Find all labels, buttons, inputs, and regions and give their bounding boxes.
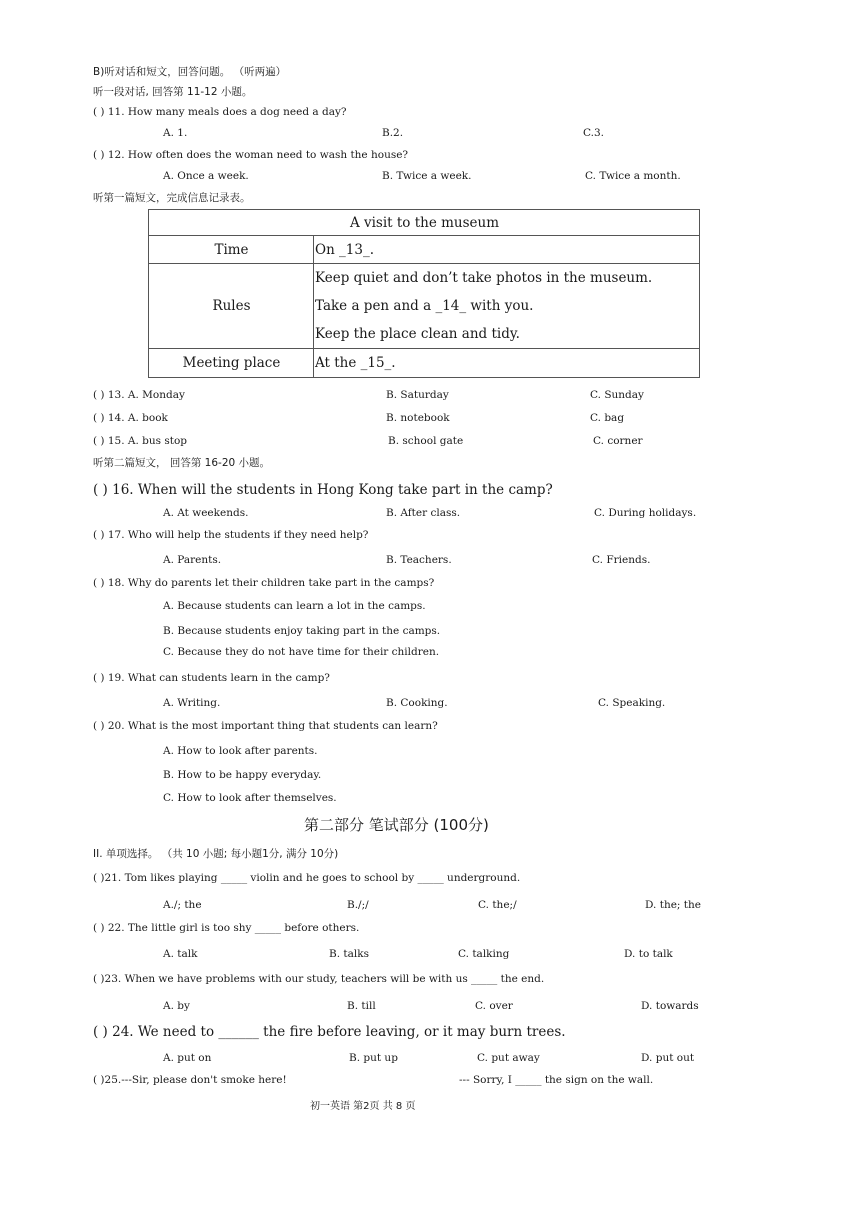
dialogue-intro: 听一段对话, 回答第 11-12 小题。 (93, 86, 253, 98)
q12-option-a: A. Once a week. (163, 170, 249, 182)
q24-option-a: A. put on (163, 1052, 212, 1064)
part2-title: 第二部分 笔试部分 (100分) (304, 816, 489, 834)
q20-option-c: C. How to look after themselves. (163, 792, 337, 804)
rule-3: Keep the place clean and tidy. (315, 326, 520, 342)
question-19: ( ) 19. What can students learn in the camp? (93, 672, 330, 684)
q21-option-a: A./; the (163, 899, 202, 911)
question-24: ( ) 24. We need to ______ the fire before leaving, or it may burn trees. (93, 1024, 566, 1040)
q22-option-b: B. talks (329, 948, 369, 960)
q24-option-d: D. put out (641, 1052, 695, 1064)
q23-option-d: D. towards (641, 1000, 699, 1012)
q13-option-b: B. Saturday (386, 389, 449, 401)
q15-option-c: C. corner (593, 435, 643, 447)
question-18: ( ) 18. Why do parents let their children take part in the camps? (93, 577, 435, 589)
q16-option-b: B. After class. (386, 507, 461, 519)
page-footer: 初一英语 第2页 共 8 页 (310, 1101, 416, 1112)
rules-label: Rules (149, 264, 314, 349)
q11-option-a: A. 1. (163, 127, 188, 139)
q11-option-c: C.3. (583, 127, 605, 139)
question-15: ( ) 15. A. bus stop (93, 435, 188, 447)
table-title: A visit to the museum (149, 210, 700, 236)
question-14: ( ) 14. A. book (93, 412, 168, 424)
question-12: ( ) 12. How often does the woman need to wash the house? (93, 149, 409, 161)
q17-option-b: B. Teachers. (386, 554, 452, 566)
question-25: ( )25.---Sir, please don't smoke here! (93, 1074, 287, 1086)
question-17: ( ) 17. Who will help the students if they need help? (93, 529, 369, 541)
question-23: ( )23. When we have problems with our study, teachers will be with us _____ the end. (93, 973, 545, 985)
question-21: ( )21. Tom likes playing _____ violin and he goes to school by _____ underground. (93, 872, 521, 884)
q14-option-b: B. notebook (386, 412, 450, 424)
q12-option-b: B. Twice a week. (382, 170, 472, 182)
section2-heading: II. 单项选择。 （共 10 小题; 每小题1分, 满分 10分) (93, 848, 339, 860)
q19-option-c: C. Speaking. (598, 697, 666, 709)
q16-option-c: C. During holidays. (594, 507, 697, 519)
question-22: ( ) 22. The little girl is too shy _____ before others. (93, 922, 360, 934)
q23-option-a: A. by (163, 1000, 190, 1012)
q16-option-a: A. At weekends. (163, 507, 249, 519)
rules-cell (314, 264, 700, 349)
q17-option-c: C. Friends. (592, 554, 651, 566)
q22-option-a: A. talk (163, 948, 198, 960)
q24-option-c: C. put away (477, 1052, 540, 1064)
question-20: ( ) 20. What is the most important thing that students can learn? (93, 720, 438, 732)
meeting-value: At the _15_. (314, 349, 700, 378)
rule-1: Keep quiet and don’t take photos in the museum. (315, 270, 653, 286)
q12-option-c: C. Twice a month. (585, 170, 681, 182)
section-heading: B)听对话和短文，回答问题。 （听两遍） (93, 66, 287, 78)
q23-option-b: B. till (347, 1000, 376, 1012)
q13-option-c: C. Sunday (590, 389, 644, 401)
q18-option-b: B. Because students enjoy taking part in the camps. (163, 625, 441, 637)
q24-option-b: B. put up (349, 1052, 398, 1064)
q17-option-a: A. Parents. (163, 554, 222, 566)
passage2-intro: 听第二篇短文， 回答第 16-20 小题。 (93, 457, 271, 469)
q19-option-b: B. Cooking. (386, 697, 448, 709)
q15-option-b: B. school gate (388, 435, 464, 447)
q22-option-d: D. to talk (624, 948, 673, 960)
q21-option-b: B./;/ (347, 899, 369, 911)
question-13: ( ) 13. A. Monday (93, 389, 185, 401)
q20-option-b: B. How to be happy everyday. (163, 769, 322, 781)
q11-option-b: B.2. (382, 127, 404, 139)
q21-option-d: D. the; the (645, 899, 701, 911)
q25-reply: --- Sorry, I _____ the sign on the wall. (459, 1074, 654, 1086)
passage1-intro: 听第一篇短文，完成信息记录表。 (93, 192, 251, 204)
q14-option-c: C. bag (590, 412, 625, 424)
time-value: On _13_. (314, 236, 700, 264)
meeting-label: Meeting place (149, 349, 314, 378)
q18-option-a: A. Because students can learn a lot in the camps. (163, 600, 426, 612)
q18-option-c: C. Because they do not have time for their children. (163, 646, 440, 658)
rule-2: Take a pen and a _14_ with you. (315, 298, 534, 314)
q22-option-c: C. talking (458, 948, 510, 960)
q21-option-c: C. the;/ (478, 899, 517, 911)
question-11: ( ) 11. How many meals does a dog need a day? (93, 106, 347, 118)
info-record-table (148, 209, 700, 378)
q23-option-c: C. over (475, 1000, 513, 1012)
question-16: ( ) 16. When will the students in Hong Kong take part in the camp? (93, 482, 553, 498)
q20-option-a: A. How to look after parents. (163, 745, 318, 757)
time-label: Time (149, 236, 314, 264)
q19-option-a: A. Writing. (163, 697, 221, 709)
